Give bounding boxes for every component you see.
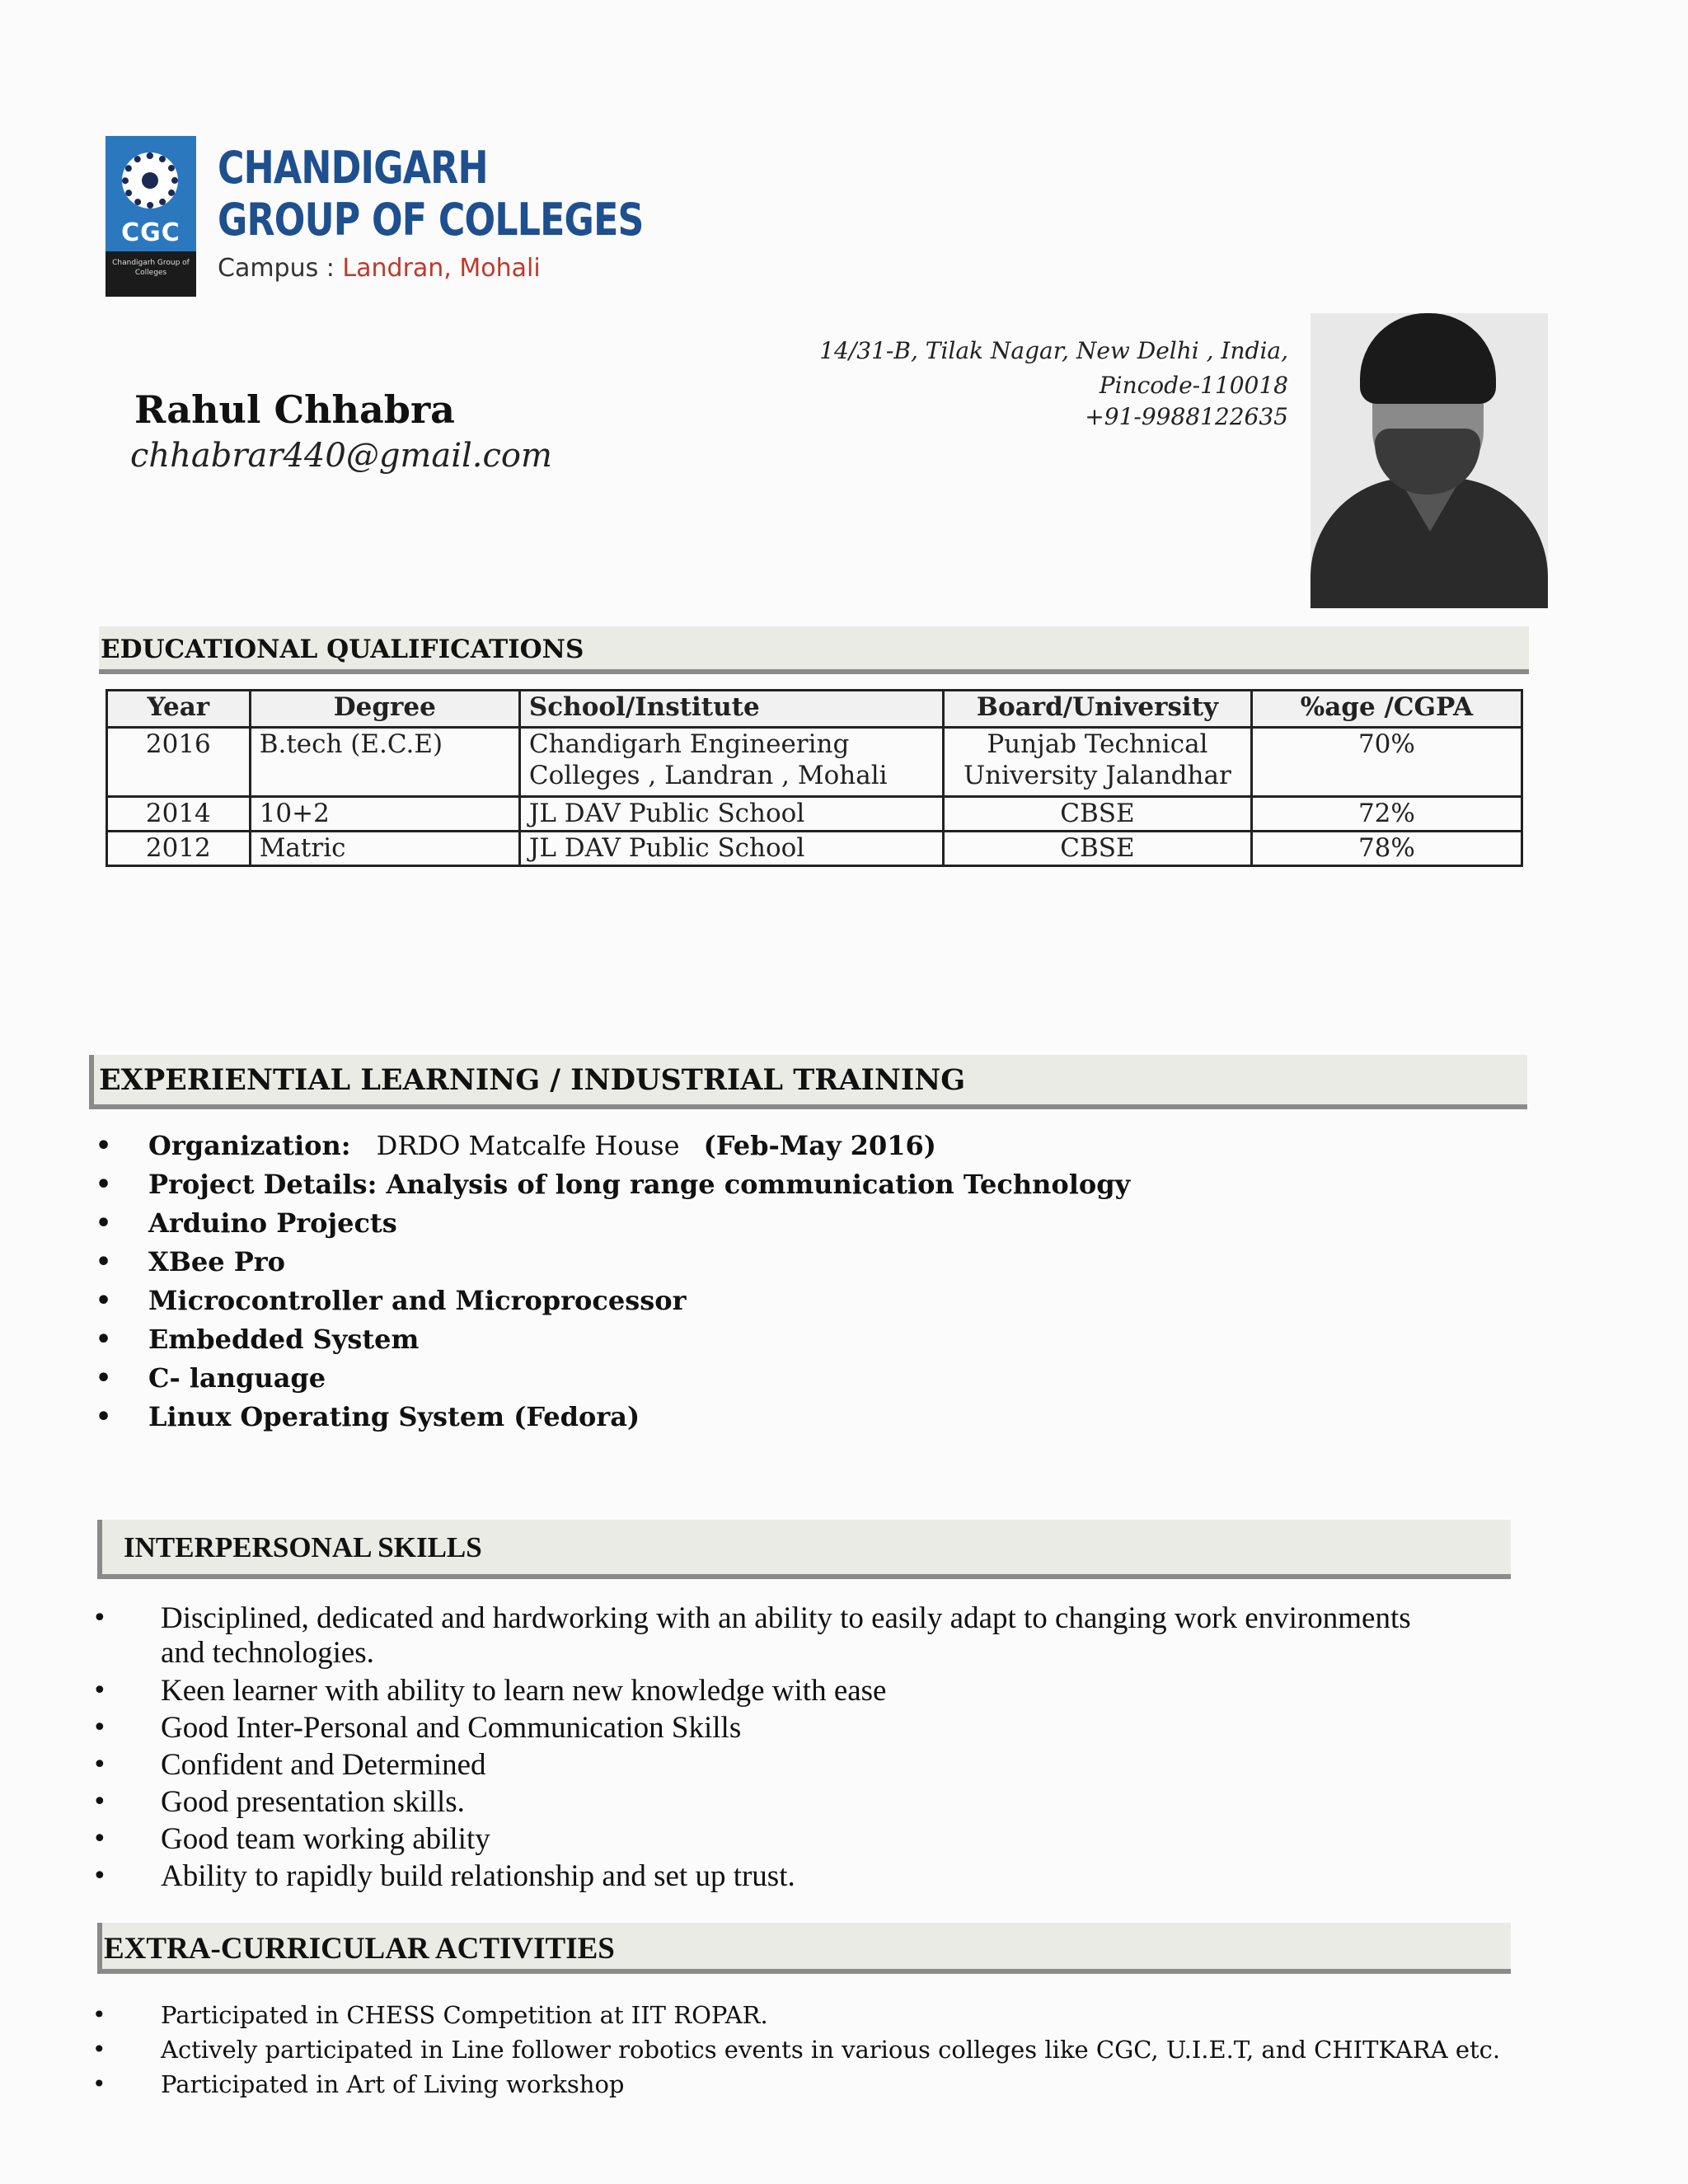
contact-address — [819, 334, 1288, 434]
board-line2: University Jalandhar — [964, 761, 1231, 790]
cell-year: 2012 — [107, 832, 251, 866]
campus-location: Landran, Mohali — [342, 254, 541, 283]
cell-school: JL DAV Public School — [519, 832, 943, 866]
logo-title-line2: GROUP OF COLLEGES — [218, 194, 644, 246]
list-item: • Participated in Art of Living workshop — [99, 2067, 1500, 2102]
list-item: • C- language — [99, 1359, 1130, 1398]
table-row — [107, 832, 1522, 866]
list-item: • Good Inter-Personal and Communication Skills — [99, 1709, 1411, 1746]
school-line2: Colleges , Landran , Mohali — [528, 761, 888, 790]
logo-abbr: CGC — [121, 218, 181, 247]
list-item: • Arduino Projects — [99, 1204, 1130, 1243]
item-line2: and technologies. — [161, 1636, 374, 1670]
cell-score: 70% — [1251, 728, 1522, 797]
experience-section-title: EXPERIENTIAL LEARNING / INDUSTRIAL TRAINING — [99, 1063, 966, 1097]
address-line2: Pincode-110018 — [1099, 372, 1288, 399]
cell-board — [944, 728, 1252, 797]
profile-photo — [1311, 313, 1548, 608]
list-item: • Keen learner with ability to learn new knowledge with ease — [99, 1672, 1411, 1709]
extracurricular-list — [99, 1998, 1500, 2102]
list-item: • Microcontroller and Microprocessor — [99, 1282, 1130, 1320]
col-header-year: Year — [107, 691, 251, 728]
extracurricular-section-title: EXTRA-CURRICULAR ACTIVITIES — [104, 1932, 615, 1966]
education-table — [106, 689, 1523, 867]
col-header-degree: Degree — [250, 691, 519, 728]
interpersonal-section-header — [97, 1520, 1511, 1579]
cell-school — [519, 728, 943, 797]
cell-score: 78% — [1251, 832, 1522, 866]
college-logo — [106, 132, 644, 297]
item-line1: • Disciplined, dedicated and hardworking with an ability to easily adapt to changing work environments — [161, 1601, 1411, 1635]
table-header-row — [107, 691, 1522, 728]
experience-section-header — [89, 1055, 1527, 1109]
col-header-board: Board/University — [944, 691, 1252, 728]
board-line1: Punjab Technical — [987, 729, 1208, 759]
list-item: • Linux Operating System (Fedora) — [99, 1398, 1130, 1436]
cell-year: 2014 — [107, 797, 251, 832]
address-line1: 14/31-B, Tilak Nagar, New Delhi , India, — [819, 337, 1288, 364]
cell-board: CBSE — [944, 797, 1252, 832]
list-item: • XBee Pro — [99, 1243, 1130, 1282]
list-item: • Ability to rapidly build relationship and set up trust. — [99, 1858, 1411, 1895]
gear-emblem-icon — [122, 152, 178, 209]
cell-score: 72% — [1251, 797, 1522, 832]
cell-degree: Matric — [250, 832, 519, 866]
list-item: • Good team working ability — [99, 1821, 1411, 1858]
list-item — [99, 1127, 1130, 1165]
cell-degree: B.tech (E.C.E) — [250, 728, 519, 797]
interpersonal-section-title: INTERPERSONAL SKILLS — [124, 1531, 482, 1563]
cell-school: JL DAV Public School — [519, 797, 943, 832]
education-section-title: EDUCATIONAL QUALIFICATIONS — [101, 635, 584, 664]
col-header-score: %age /CGPA — [1251, 691, 1522, 728]
campus-label: Campus : — [218, 254, 343, 283]
org-name: DRDO Matcalfe House — [376, 1130, 680, 1161]
cell-year: 2016 — [107, 728, 251, 797]
logo-title-line1: CHANDIGARH — [218, 142, 488, 194]
table-row — [107, 728, 1522, 797]
logo-campus — [218, 254, 541, 283]
cell-degree: 10+2 — [250, 797, 519, 832]
experience-list — [99, 1127, 1130, 1436]
table-row — [107, 797, 1522, 832]
candidate-name: Rahul Chhabra — [134, 387, 455, 432]
org-label: Organization: — [148, 1130, 351, 1161]
list-item: • Project Details: Analysis of long range communication Technology — [99, 1165, 1130, 1204]
candidate-email: chhabrar440@gmail.com — [130, 437, 552, 475]
cell-board: CBSE — [944, 832, 1252, 866]
list-item: • Embedded System — [99, 1320, 1130, 1359]
list-item: • Participated in CHESS Competition at IIT ROPAR. — [99, 1998, 1500, 2032]
org-period: (Feb-May 2016) — [703, 1130, 936, 1161]
list-item — [99, 1600, 1411, 1672]
extracurricular-section-header — [97, 1923, 1511, 1974]
list-item: • Good presentation skills. — [99, 1783, 1411, 1821]
interpersonal-list — [99, 1600, 1411, 1895]
phone-number: +91-9988122635 — [1085, 403, 1288, 430]
school-line1: Chandigarh Engineering — [528, 729, 850, 759]
list-item: • Actively participated in Line follower robotics events in various colleges like CGC, U.I.E.T, and CHITKARA etc. — [99, 2032, 1500, 2067]
list-item: • Confident and Determined — [99, 1746, 1411, 1783]
col-header-school: School/Institute — [519, 691, 943, 728]
logo-small-text: Chandigarh Group of Colleges — [106, 251, 196, 297]
education-section-header — [99, 626, 1529, 674]
cgc-emblem — [106, 136, 196, 293]
